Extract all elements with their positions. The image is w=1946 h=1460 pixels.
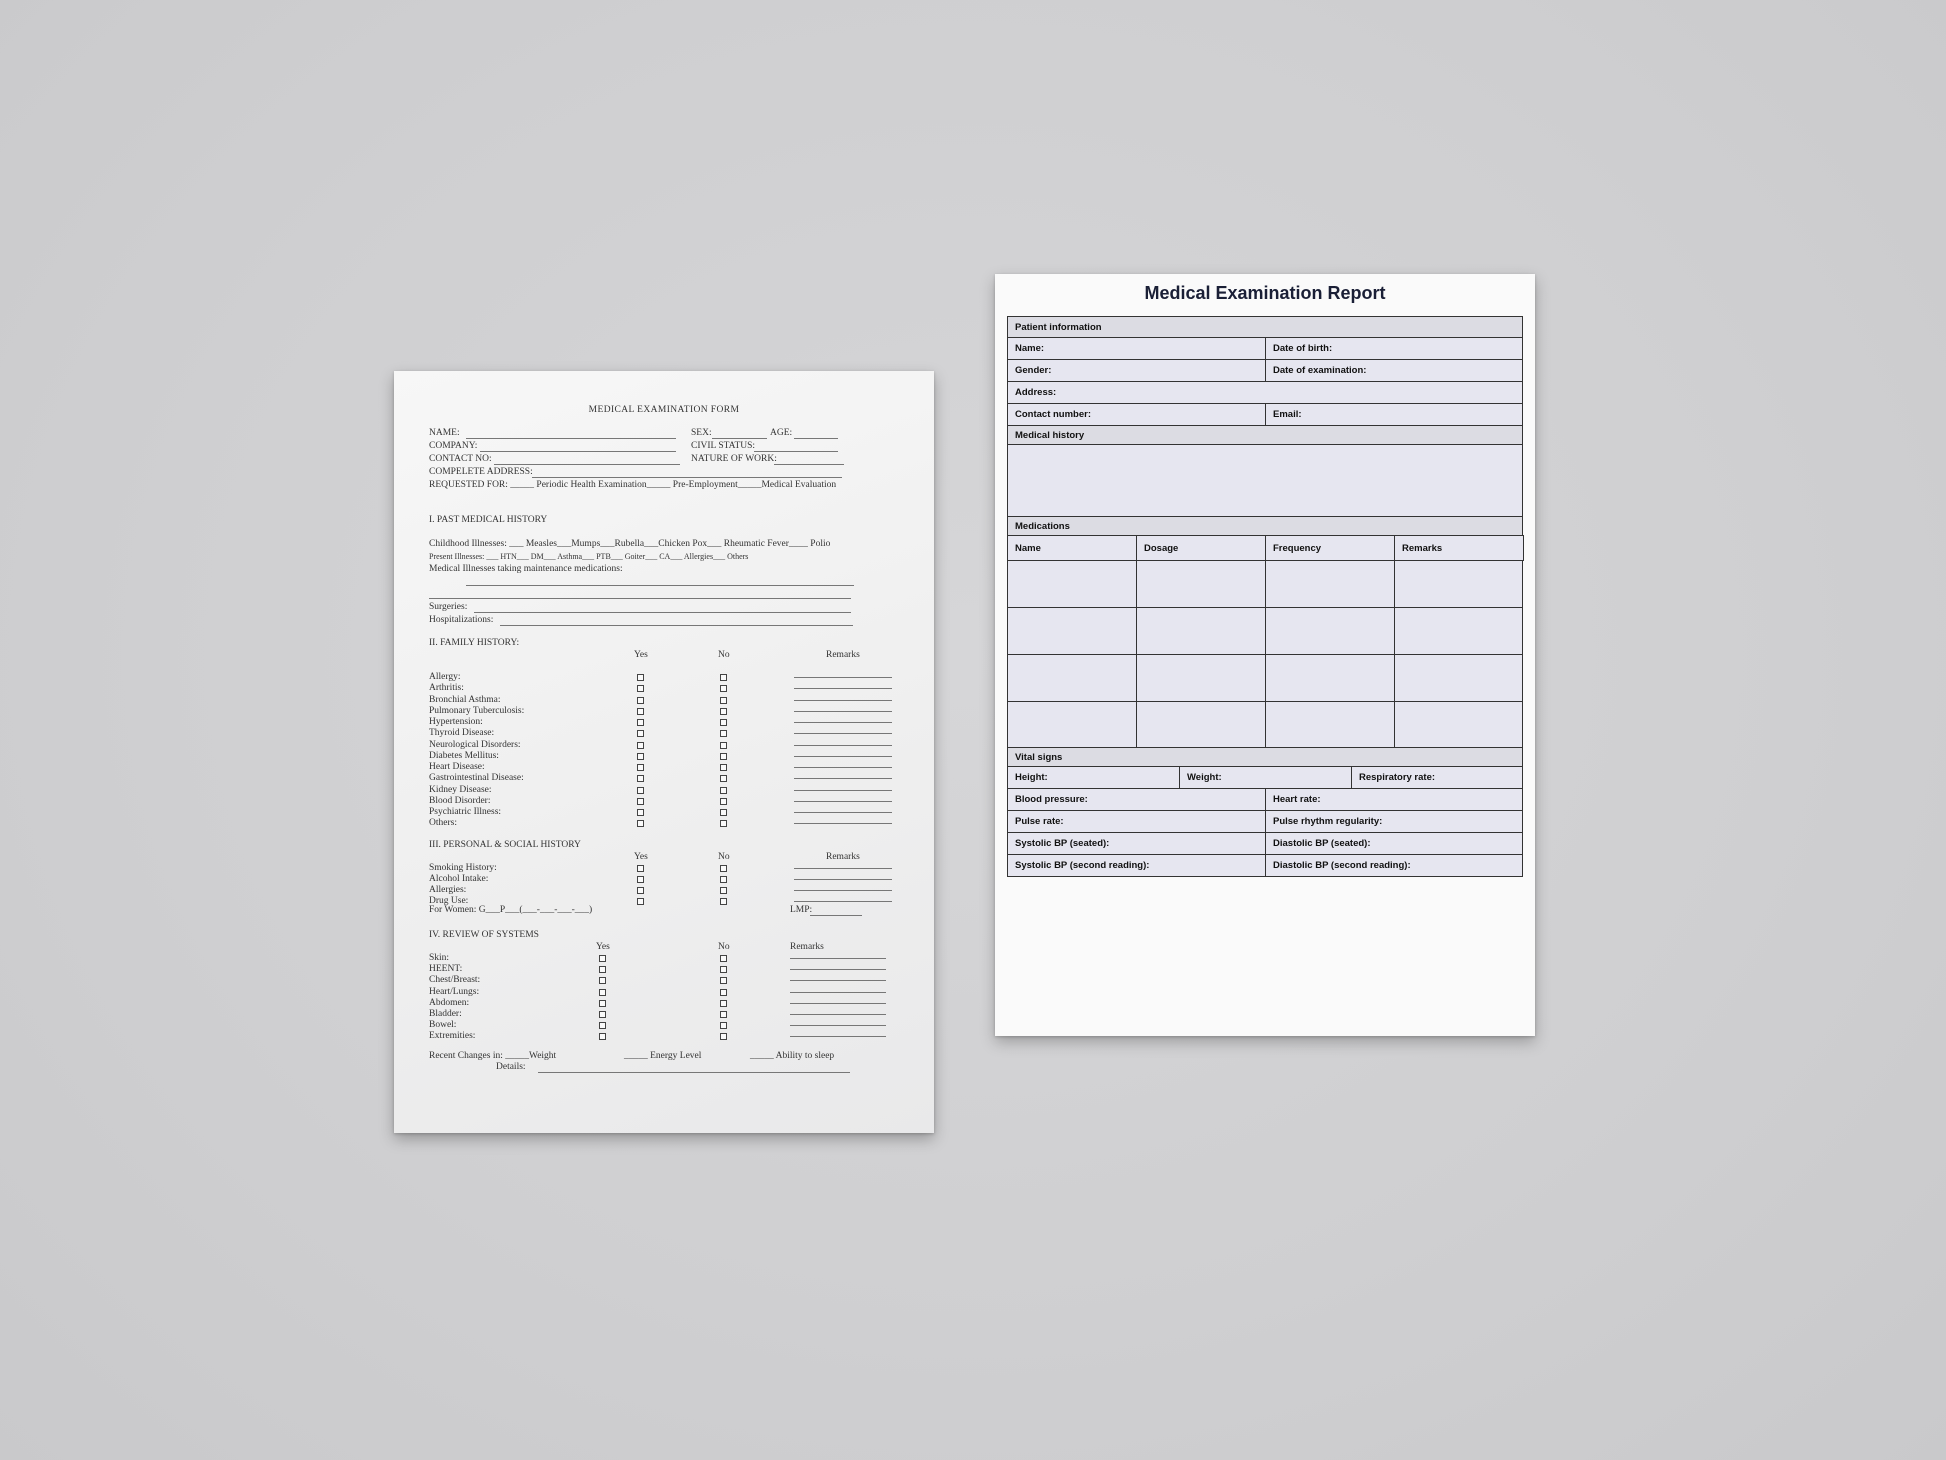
review-systems-yes-checkbox[interactable] xyxy=(599,1000,606,1007)
family-history-no-checkbox[interactable] xyxy=(720,708,727,715)
medications-cell[interactable] xyxy=(1265,701,1395,749)
personal-history-no-checkbox[interactable] xyxy=(720,887,727,894)
family-history-item-label: Gastrointestinal Disease: xyxy=(429,773,524,784)
medications-col-3-header: Remarks xyxy=(1394,535,1524,561)
childhood-illnesses: Childhood Illnesses: ___ Measles___Mumps___Rubella___Chicken Pox___ Rheumatic Fever____ Polio xyxy=(429,539,831,549)
review-systems-item-label: Skin: xyxy=(429,953,450,963)
medications-header: Medications xyxy=(1007,516,1523,536)
blood-pressure-field[interactable]: Blood pressure: xyxy=(1007,788,1266,811)
family-history-item-label: Pulmonary Tuberculosis: xyxy=(429,705,525,716)
contact-no-label: CONTACT NO: xyxy=(429,454,492,464)
systolic-seated-field[interactable]: Systolic BP (seated): xyxy=(1007,832,1266,855)
review-systems-no-checkbox[interactable] xyxy=(720,1022,727,1029)
name-line[interactable] xyxy=(466,438,676,439)
medications-cell[interactable] xyxy=(1265,560,1395,608)
medical-history-header: Medical history xyxy=(1007,425,1523,445)
review-systems-no-checkbox[interactable] xyxy=(720,989,727,996)
family-history-yes-checkbox[interactable] xyxy=(637,809,644,816)
family-history-remarks-line[interactable] xyxy=(794,722,892,723)
medications-cell[interactable] xyxy=(1394,607,1523,655)
family-history-item-label: Diabetes Mellitus: xyxy=(429,750,499,761)
personal-history-no-checkbox[interactable] xyxy=(720,876,727,883)
medications-cell[interactable] xyxy=(1136,654,1266,702)
review-systems-yes-checkbox[interactable] xyxy=(599,977,606,984)
lmp-line[interactable] xyxy=(810,915,862,916)
family-history-yes-checkbox[interactable] xyxy=(637,719,644,726)
medications-cell[interactable] xyxy=(1007,560,1137,608)
form-title: MEDICAL EXAMINATION FORM xyxy=(588,405,740,415)
sex-label: SEX: xyxy=(691,428,712,438)
family-history-yes-checkbox[interactable] xyxy=(637,764,644,771)
family-history-no-checkbox[interactable] xyxy=(720,753,727,760)
family-history-remarks-line[interactable] xyxy=(794,778,892,779)
diastolic-second-field[interactable]: Diastolic BP (second reading): xyxy=(1265,854,1523,877)
review-no-header: No xyxy=(718,942,730,952)
review-systems-item-label: Abdomen: xyxy=(429,997,470,1008)
review-systems-item-label: Chest/Breast: xyxy=(429,975,481,986)
contact-field[interactable]: Contact number: xyxy=(1007,403,1266,426)
review-systems-no-checkbox[interactable] xyxy=(720,977,727,984)
family-history-item-label: Blood Disorder: xyxy=(429,795,491,806)
medications-cell[interactable] xyxy=(1265,654,1395,702)
height-field[interactable]: Height: xyxy=(1007,766,1180,789)
family-no-header: No xyxy=(718,650,730,660)
family-history-remarks-line[interactable] xyxy=(794,677,892,678)
family-history-item-label: Hypertension: xyxy=(429,717,483,727)
family-history-yes-checkbox[interactable] xyxy=(637,708,644,715)
family-remarks-header: Remarks xyxy=(826,650,860,660)
family-history-no-checkbox[interactable] xyxy=(720,685,727,692)
review-systems-remarks-line[interactable] xyxy=(790,1003,886,1004)
age-line[interactable] xyxy=(794,438,838,439)
family-history-remarks-line[interactable] xyxy=(794,745,892,746)
address-line[interactable] xyxy=(532,477,842,478)
personal-history-remarks-line[interactable] xyxy=(794,890,892,891)
requested-for-label: REQUESTED FOR: _____ Periodic Health Examination_____ Pre-Employment_____Medical Evaluation xyxy=(429,480,837,490)
family-history-heading: II. FAMILY HISTORY: xyxy=(429,638,520,648)
vital-signs-header: Vital signs xyxy=(1007,747,1523,767)
name-field[interactable]: Name: xyxy=(1007,337,1266,360)
family-history-no-checkbox[interactable] xyxy=(720,775,727,782)
medical-history-area[interactable] xyxy=(1007,444,1523,517)
family-history-no-checkbox[interactable] xyxy=(720,674,727,681)
personal-history-yes-checkbox[interactable] xyxy=(637,887,644,894)
family-history-remarks-line[interactable] xyxy=(794,700,892,701)
review-systems-no-checkbox[interactable] xyxy=(720,1011,727,1018)
personal-history-item-label: Drug Use: xyxy=(429,896,469,906)
civil-status-line[interactable] xyxy=(754,451,838,452)
family-history-item-label: Bronchial Asthma: xyxy=(429,694,501,705)
family-history-yes-checkbox[interactable] xyxy=(637,820,644,827)
personal-history-remarks-line[interactable] xyxy=(794,879,892,880)
medications-cell[interactable] xyxy=(1007,607,1137,655)
address-label: COMPELETE ADDRESS: xyxy=(429,467,533,477)
family-history-yes-checkbox[interactable] xyxy=(637,798,644,805)
medications-cell[interactable] xyxy=(1394,560,1523,608)
contact-no-line[interactable] xyxy=(494,464,680,465)
diastolic-seated-field[interactable]: Diastolic BP (seated): xyxy=(1265,832,1523,855)
address-field[interactable]: Address: xyxy=(1007,381,1523,404)
review-systems-yes-checkbox[interactable] xyxy=(599,955,606,962)
medications-cell[interactable] xyxy=(1136,607,1266,655)
family-history-item-label: Arthritis: xyxy=(429,683,464,694)
report-title: Medical Examination Report xyxy=(1144,283,1386,303)
family-history-remarks-line[interactable] xyxy=(794,711,892,712)
family-history-yes-checkbox[interactable] xyxy=(637,730,644,737)
family-history-item-label: Neurological Disorders: xyxy=(429,739,521,750)
family-history-remarks-line[interactable] xyxy=(794,733,892,734)
family-history-remarks-line[interactable] xyxy=(794,767,892,768)
review-systems-yes-checkbox[interactable] xyxy=(599,1033,606,1040)
pulse-rate-field[interactable]: Pulse rate: xyxy=(1007,810,1266,833)
review-systems-remarks-line[interactable] xyxy=(790,969,886,970)
pulse-rhythm-field[interactable]: Pulse rhythm regularity: xyxy=(1265,810,1523,833)
email-field[interactable]: Email: xyxy=(1265,403,1523,426)
family-history-yes-checkbox[interactable] xyxy=(637,753,644,760)
medications-cell[interactable] xyxy=(1136,701,1266,749)
personal-history-remarks-line[interactable] xyxy=(794,868,892,869)
review-systems-item-label: Extremities: xyxy=(429,1031,476,1042)
family-history-remarks-line[interactable] xyxy=(794,790,892,791)
name-label: NAME: xyxy=(429,428,460,438)
past-medical-heading: I. PAST MEDICAL HISTORY xyxy=(429,515,548,525)
details-line[interactable] xyxy=(538,1072,850,1073)
family-history-no-checkbox[interactable] xyxy=(720,787,727,794)
family-history-item-label: Heart Disease: xyxy=(429,762,485,772)
family-history-yes-checkbox[interactable] xyxy=(637,775,644,782)
personal-no-header: No xyxy=(718,852,730,862)
civil-status-label: CIVIL STATUS: xyxy=(691,441,756,451)
report-grid xyxy=(1007,316,1523,1006)
patient-info-header: Patient information xyxy=(1007,316,1523,338)
date-exam-field[interactable]: Date of examination: xyxy=(1265,359,1523,382)
family-history-yes-checkbox[interactable] xyxy=(637,787,644,794)
medications-cell[interactable] xyxy=(1394,701,1523,749)
medications-col-2-header: Frequency xyxy=(1265,535,1395,561)
review-systems-no-checkbox[interactable] xyxy=(720,955,727,962)
family-history-no-checkbox[interactable] xyxy=(720,742,727,749)
medications-col-0-header: Name xyxy=(1007,535,1137,561)
details-label: Details: xyxy=(496,1062,526,1072)
personal-history-item-label: Smoking History: xyxy=(429,863,497,873)
family-history-remarks-line[interactable] xyxy=(794,812,892,813)
hospitalizations-label: Hospitalizations: xyxy=(429,615,494,625)
maintenance-medications-label: Medical Illnesses taking maintenance medications: xyxy=(429,564,623,574)
for-women-label: For Women: G___P___(___-___-___-___) xyxy=(429,905,593,915)
nature-of-work-line[interactable] xyxy=(774,464,844,465)
family-history-item-label: Others: xyxy=(429,818,457,829)
review-systems-yes-checkbox[interactable] xyxy=(599,1022,606,1029)
family-history-item-label: Kidney Disease: xyxy=(429,784,492,795)
medications-cell[interactable] xyxy=(1394,654,1523,702)
review-yes-header: Yes xyxy=(596,942,610,952)
family-history-remarks-line[interactable] xyxy=(794,801,892,802)
maintenance-line-1[interactable] xyxy=(466,585,854,586)
respiratory-rate-field[interactable]: Respiratory rate: xyxy=(1351,766,1523,789)
company-label: COMPANY: xyxy=(429,441,478,451)
family-history-no-checkbox[interactable] xyxy=(720,730,727,737)
family-history-item-label: Allergy: xyxy=(429,672,461,682)
recent-changes-weight: Recent Changes in: _____Weight xyxy=(429,1051,557,1061)
family-history-remarks-line[interactable] xyxy=(794,823,892,824)
family-history-yes-checkbox[interactable] xyxy=(637,674,644,681)
weight-field[interactable]: Weight: xyxy=(1179,766,1352,789)
review-systems-remarks-line[interactable] xyxy=(790,1025,886,1026)
personal-history-item-label: Allergies: xyxy=(429,885,467,895)
family-yes-header: Yes xyxy=(634,650,648,660)
maintenance-line-2[interactable] xyxy=(429,598,851,599)
medications-cell[interactable] xyxy=(1136,560,1266,608)
review-systems-remarks-line[interactable] xyxy=(790,992,886,993)
personal-social-heading: III. PERSONAL & SOCIAL HISTORY xyxy=(429,840,581,850)
personal-history-yes-checkbox[interactable] xyxy=(637,876,644,883)
family-history-item-label: Thyroid Disease: xyxy=(429,728,495,739)
family-history-yes-checkbox[interactable] xyxy=(637,685,644,692)
personal-history-no-checkbox[interactable] xyxy=(720,898,727,905)
review-systems-yes-checkbox[interactable] xyxy=(599,989,606,996)
personal-history-item-label: Alcohol Intake: xyxy=(429,874,489,884)
sex-line[interactable] xyxy=(712,438,767,439)
personal-history-remarks-line[interactable] xyxy=(794,901,892,902)
family-history-no-checkbox[interactable] xyxy=(720,809,727,816)
review-systems-yes-checkbox[interactable] xyxy=(599,966,606,973)
recent-changes-energy: _____ Energy Level xyxy=(624,1051,702,1061)
review-systems-no-checkbox[interactable] xyxy=(720,1033,727,1040)
hospitalizations-line[interactable] xyxy=(500,625,853,626)
age-label: AGE: xyxy=(770,428,793,438)
personal-remarks-header: Remarks xyxy=(826,852,860,862)
gender-field[interactable]: Gender: xyxy=(1007,359,1266,382)
family-history-no-checkbox[interactable] xyxy=(720,697,727,704)
personal-history-no-checkbox[interactable] xyxy=(720,865,727,872)
heart-rate-field[interactable]: Heart rate: xyxy=(1265,788,1523,811)
medications-cell[interactable] xyxy=(1007,701,1137,749)
present-illnesses: Present Illnesses: ___ HTN___ DM___ Asthma___ PTB___ Goiter___ CA___ Allergies___ Others xyxy=(429,552,749,561)
review-systems-remarks-line[interactable] xyxy=(790,1036,886,1037)
dob-field[interactable]: Date of birth: xyxy=(1265,337,1523,360)
recent-changes-sleep: _____ Ability to sleep xyxy=(750,1051,835,1061)
review-systems-remarks-line[interactable] xyxy=(790,958,886,959)
medical-examination-form-sheet xyxy=(394,371,934,1133)
family-history-remarks-line[interactable] xyxy=(794,756,892,757)
family-history-yes-checkbox[interactable] xyxy=(637,697,644,704)
review-remarks-header: Remarks xyxy=(790,942,824,952)
company-line[interactable] xyxy=(480,451,676,452)
review-systems-remarks-line[interactable] xyxy=(790,980,886,981)
family-history-item-label: Psychiatric Illness: xyxy=(429,807,502,817)
medical-examination-report-sheet xyxy=(995,274,1535,1036)
family-history-no-checkbox[interactable] xyxy=(720,798,727,805)
review-systems-no-checkbox[interactable] xyxy=(720,966,727,973)
family-history-no-checkbox[interactable] xyxy=(720,764,727,771)
family-history-no-checkbox[interactable] xyxy=(720,820,727,827)
review-systems-remarks-line[interactable] xyxy=(790,1014,886,1015)
review-systems-item-label: Bowel: xyxy=(429,1020,457,1031)
review-systems-yes-checkbox[interactable] xyxy=(599,1011,606,1018)
nature-of-work-label: NATURE OF WORK: xyxy=(691,454,777,464)
surgeries-label: Surgeries: xyxy=(429,602,468,612)
surgeries-line[interactable] xyxy=(474,612,851,613)
medications-cell[interactable] xyxy=(1265,607,1395,655)
medications-cell[interactable] xyxy=(1007,654,1137,702)
personal-yes-header: Yes xyxy=(634,852,648,862)
review-systems-item-label: Heart/Lungs: xyxy=(429,986,480,997)
systolic-second-field[interactable]: Systolic BP (second reading): xyxy=(1007,854,1266,877)
personal-history-yes-checkbox[interactable] xyxy=(637,898,644,905)
medications-col-1-header: Dosage xyxy=(1136,535,1266,561)
review-systems-item-label: HEENT: xyxy=(429,964,463,975)
review-systems-item-label: Bladder: xyxy=(429,1009,462,1019)
lmp-label: LMP: xyxy=(790,905,813,915)
personal-history-yes-checkbox[interactable] xyxy=(637,865,644,872)
family-history-yes-checkbox[interactable] xyxy=(637,742,644,749)
review-systems-heading: IV. REVIEW OF SYSTEMS xyxy=(429,930,539,940)
family-history-remarks-line[interactable] xyxy=(794,688,892,689)
review-systems-no-checkbox[interactable] xyxy=(720,1000,727,1007)
family-history-no-checkbox[interactable] xyxy=(720,719,727,726)
